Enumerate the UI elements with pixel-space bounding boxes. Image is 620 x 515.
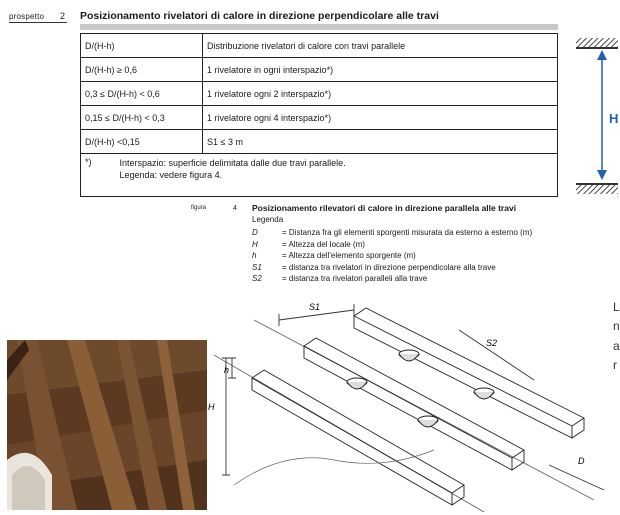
header-cell-ratio: D/(H-h) bbox=[81, 34, 203, 58]
legend-text: = Altezza del locale (m) bbox=[282, 239, 365, 249]
label-d: D bbox=[578, 456, 585, 466]
beam-detector-drawing bbox=[204, 300, 618, 512]
label-h-big: H bbox=[208, 402, 215, 412]
right-text-fragment: r bbox=[613, 358, 617, 372]
placement-table bbox=[80, 33, 558, 197]
label-s1: S1 bbox=[309, 302, 321, 312]
footnote-cell bbox=[81, 154, 558, 197]
distribution-cell: S1 ≤ 3 m bbox=[203, 130, 558, 154]
figure-label: figura bbox=[191, 205, 207, 211]
section-number: 2 bbox=[60, 11, 66, 21]
legend-symbol: S2 bbox=[252, 274, 262, 283]
figure-title: Posizionamento rilevatori di calore in direzione parallela alle travi bbox=[252, 203, 517, 213]
header-cell-distribution: Distribuzione rivelatori di calore con travi parallele bbox=[203, 34, 558, 58]
table-row bbox=[81, 106, 558, 130]
footnote-line: Interspazio: superficie delimitata dalle due travi parallele. bbox=[119, 158, 346, 168]
table-header-row bbox=[81, 34, 558, 58]
legend-item bbox=[252, 240, 532, 252]
table-row bbox=[81, 82, 558, 106]
legend-item bbox=[252, 228, 532, 240]
footnote-line: Legenda: vedere figura 4. bbox=[119, 170, 223, 180]
height-label: H bbox=[609, 111, 619, 126]
title-bar bbox=[80, 24, 558, 30]
distribution-cell: 1 rivelatore ogni 2 interspazio*) bbox=[203, 82, 558, 106]
legend-text: = Altezza dell'elemento sporgente (m) bbox=[282, 251, 416, 260]
ratio-cell: D/(H-h) ≥ 0,6 bbox=[81, 58, 203, 82]
distribution-cell: 1 rivelatore in ogni interspazio*) bbox=[203, 58, 558, 82]
table-row bbox=[81, 58, 558, 82]
table-footnote-row bbox=[81, 154, 558, 197]
label-h-small: h bbox=[224, 365, 230, 375]
wooden-ceiling-photo bbox=[7, 340, 207, 510]
legend-symbol: D bbox=[252, 228, 258, 237]
ratio-cell: 0,15 ≤ D/(H-h) < 0,3 bbox=[81, 106, 203, 130]
table-row bbox=[81, 130, 558, 154]
legend-symbol: S1 bbox=[252, 262, 262, 272]
legend-text: = distanza tra rivelatori in direzione perpendicolare alla trave bbox=[282, 262, 496, 272]
label-s2: S2 bbox=[486, 338, 498, 348]
legend-text: = distanza tra rivelatori paralleli alla trave bbox=[282, 274, 428, 283]
legend-symbol: h bbox=[252, 251, 257, 260]
ratio-cell: D/(H-h) <0,15 bbox=[81, 130, 203, 154]
footnote-mark: *) bbox=[85, 157, 92, 167]
section-label: prospetto bbox=[9, 12, 45, 21]
legend-title: Legenda bbox=[252, 215, 284, 224]
legend-item bbox=[252, 263, 532, 275]
legend-symbol: H bbox=[252, 239, 258, 249]
right-text-fragment: a bbox=[613, 339, 620, 353]
legend-text: = Distanza fra gli elementi sporgenti misurata da esterno a esterno (m) bbox=[282, 228, 533, 237]
legend-list bbox=[252, 228, 532, 286]
legend-item bbox=[252, 251, 532, 263]
table-title: Posizionamento rivelatori di calore in direzione perpendicolare alle travi bbox=[80, 10, 439, 22]
figure-number: 4 bbox=[233, 205, 237, 212]
floor-hatch bbox=[576, 183, 618, 194]
ratio-cell: 0,3 ≤ D/(H-h) < 0,6 bbox=[81, 82, 203, 106]
right-text-fragment: L bbox=[613, 300, 620, 314]
distribution-cell: 1 rivelatore ogni 4 interspazio*) bbox=[203, 106, 558, 130]
legend-item bbox=[252, 274, 532, 286]
right-text-fragment: n bbox=[613, 319, 620, 333]
section-rule bbox=[9, 22, 67, 23]
